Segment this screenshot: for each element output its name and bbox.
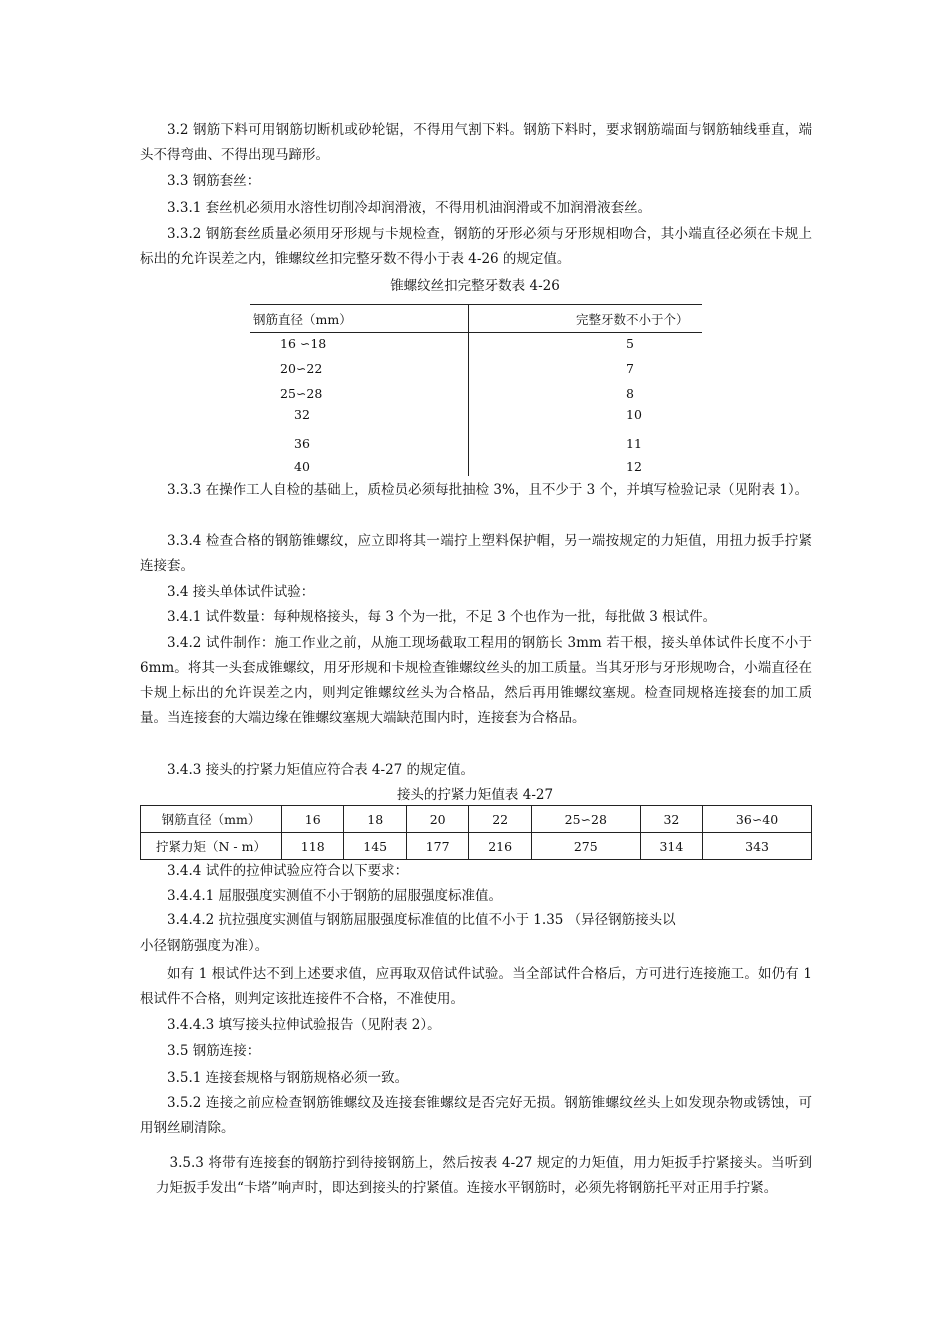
paragraph-3-4-4-2: 3.4.4.2 抗拉强度实测值与钢筋屈服强度标准值的比值不小于 1.35 （异径钢筋接头以: [167, 912, 676, 928]
table-cell: 16: [282, 806, 344, 833]
row-diameter: 20∽22: [280, 361, 323, 376]
paragraph-3-5-1: 3.5.1 连接套规格与钢筋规格必须一致。: [167, 1070, 409, 1086]
table-cell: 36∽40: [703, 806, 812, 833]
table-column-divider: [468, 304, 469, 476]
table-header-rule: [250, 332, 702, 333]
row-count: 7: [626, 361, 634, 376]
table-cell: 25∽28: [531, 806, 640, 833]
table-cell: 275: [531, 833, 640, 860]
row-label-torque: 拧紧力矩（N - m）: [141, 833, 282, 860]
row-diameter: 25∽28: [280, 386, 323, 401]
table-cell: 177: [406, 833, 468, 860]
row-diameter: 32: [294, 407, 310, 422]
table-cell: 118: [282, 833, 344, 860]
table-cell: 145: [344, 833, 406, 860]
table-cell: 314: [640, 833, 702, 860]
paragraph-3-3-4: 3.3.4 检查合格的钢筋锥螺纹，应立即将其一端拧上塑料保护帽，另一端按规定的力矩值，用扭力扳手拧紧连接套。: [140, 533, 812, 574]
table-4-26-caption: 锥螺纹丝扣完整牙数表 4-26: [390, 278, 560, 294]
table-cell: 216: [469, 833, 531, 860]
table-4-26: [250, 304, 702, 476]
table-cell: 22: [469, 806, 531, 833]
paragraph-3-3-2: 3.3.2 钢筋套丝质量必须用牙形规与卡规检查，钢筋的牙形必须与牙形规相吻合，其小端直径必须在卡规上标出的允许误差之内，锥螺纹丝扣完整牙数不得小于表 4-26 的规定值。: [140, 226, 812, 267]
table-row: [141, 833, 812, 860]
table-cell: 343: [703, 833, 812, 860]
table-4-27-caption: 接头的拧紧力矩值表 4-27: [396, 787, 554, 803]
paragraph-3-3-3: 3.3.3 在操作工人自检的基础上，质检员必须每批抽检 3%，且不少于 3 个，并填写检验记录（见附表 1）。: [167, 482, 809, 498]
row-label-diameter: 钢筋直径（mm）: [141, 806, 282, 833]
table-row: [141, 806, 812, 833]
paragraph-3-4-2: 3.4.2 试件制作：施工作业之前，从施工现场截取工程用的钢筋长 3mm 若干根，接头单体试件长度不小于 6mm。将其一头套成锥螺纹，用牙形规和卡规检查锥螺纹丝头的加工质量。当其牙形与牙形规吻合，小端直径在卡规上标出的允许误差之内，则判定锥螺纹丝头为合格品，然后再用锥螺纹塞规。检查同规格连接套的加工质量。当连接套的大端边缘在锥螺纹塞规大端缺范围内时，连接套为合格品。: [140, 635, 812, 726]
row-diameter: 36: [294, 436, 310, 451]
heading-3-5: 3.5 钢筋连接：: [167, 1043, 261, 1059]
paragraph-3-4-4-3: 3.4.4.3 填写接头拉伸试验报告（见附表 2）。: [167, 1017, 441, 1033]
row-diameter: 16 ∽18: [280, 336, 327, 351]
paragraph-retest: 如有 1 根试件达不到上述要求值，应再取双倍试件试验。当全部试件合格后，方可进行连接施工。如仍有 1 根试件不合格，则判定该批连接件不合格，不准使用。: [140, 966, 812, 1007]
paragraph-3-5-2: 3.5.2 连接之前应检查钢筋锥螺纹及连接套锥螺纹是否完好无损。钢筋锥螺纹丝头上如发现杂物或锈蚀，可用钢丝刷清除。: [140, 1095, 812, 1136]
header-thread-count: 完整牙数不小于个）: [576, 312, 689, 327]
table-top-rule: [250, 304, 702, 305]
table-4-27: [140, 805, 812, 860]
paragraph-3-4-1: 3.4.1 试件数量：每种规格接头，每 3 个为一批，不足 3 个也作为一批，每批做 3 根试件。: [167, 609, 717, 625]
row-count: 12: [626, 459, 642, 474]
paragraph-3-4-4-2-cont: 小径钢筋强度为准）。: [140, 938, 269, 954]
row-count: 5: [626, 336, 634, 351]
paragraph-3-2: 3.2 钢筋下料可用钢筋切断机或砂轮锯，不得用气割下料。钢筋下料时，要求钢筋端面与钢筋轴线垂直，端头不得弯曲、不得出现马蹄形。: [140, 122, 812, 163]
row-count: 10: [626, 407, 642, 422]
paragraph-3-4-3: 3.4.3 接头的拧紧力矩值应符合表 4-27 的规定值。: [167, 762, 475, 778]
row-count: 8: [626, 386, 634, 401]
row-diameter: 40: [294, 459, 310, 474]
paragraph-3-3-1: 3.3.1 套丝机必须用水溶性切削冷却润滑液，不得用机油润滑或不加润滑液套丝。: [167, 200, 652, 216]
paragraph-3-5-3: 3.5.3 将带有连接套的钢筋拧到待接钢筋上，然后按表 4-27 规定的力矩值，用力矩扳手拧紧接头。当听到力矩扳手发出“卡塔”响声时，即达到接头的拧紧值。连接水平钢筋时，必须先将钢筋托平对正用手拧紧。: [156, 1155, 812, 1196]
row-count: 11: [626, 436, 642, 451]
heading-3-3: 3.3 钢筋套丝：: [167, 173, 261, 189]
heading-3-4: 3.4 接头单体试件试验：: [167, 584, 315, 600]
table-cell: 20: [406, 806, 468, 833]
header-diameter: 钢筋直径（mm）: [253, 312, 352, 327]
paragraph-3-4-4: 3.4.4 试件的拉伸试验应符合以下要求：: [167, 863, 409, 879]
table-cell: 18: [344, 806, 406, 833]
paragraph-3-4-4-1: 3.4.4.1 屈服强度实测值不小于钢筋的屈服强度标准值。: [167, 888, 503, 904]
table-cell: 32: [640, 806, 702, 833]
